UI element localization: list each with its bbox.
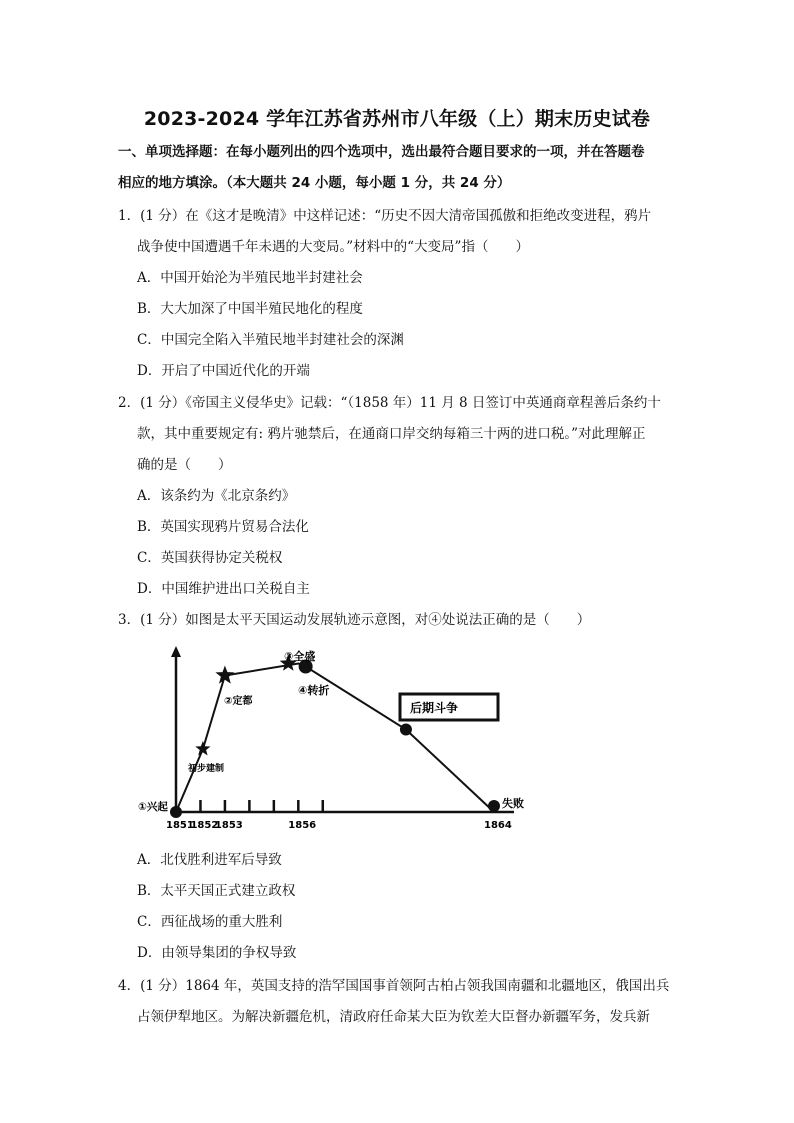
question-1-option-c[interactable]: C．中国完全陷入半殖民地半封建社会的深渊: [137, 332, 404, 348]
x-axis-ticks: [200, 800, 322, 812]
question-2-option-c[interactable]: C．英国获得协定关税权: [137, 550, 283, 566]
label-rise: ①兴起: [138, 801, 168, 813]
label-capital: ②定都: [224, 696, 253, 707]
label-initial: 初步建制: [188, 764, 225, 774]
question-1-line1: 1．(1 分）在《这才是晚清》中这样记述：“历史不因大清帝国孤傲和拒绝改变进程，鸦片: [118, 208, 652, 224]
marker-rise: [170, 806, 182, 818]
marker-late-struggle: [400, 724, 412, 736]
question-1-option-a[interactable]: A．中国开始沦为半殖民地半封建社会: [137, 270, 363, 286]
x-tick-label-1856: 1856: [288, 820, 317, 831]
x-axis-tick-labels: [166, 820, 512, 831]
marker-star-capital: [215, 666, 234, 684]
late-struggle-label: 后期斗争: [410, 701, 459, 715]
question-2-line2: 款，其中重要规定有: 鸦片驰禁后，在通商口岸交纳每箱三十两的进口税。”对此理解正: [137, 426, 646, 442]
trajectory-line: [176, 664, 494, 813]
question-3-option-a[interactable]: A．北伐胜利进军后导致: [137, 852, 282, 868]
question-2-line3: 确的是（ ）: [137, 457, 232, 473]
question-1-option-b[interactable]: B．大大加深了中国半殖民地化的程度: [137, 301, 363, 317]
label-defeat: 失败: [502, 797, 524, 810]
taiping-trajectory-chart: [132, 640, 542, 840]
question-4-line1: 4．(1 分）1864 年，英国支持的浩罕国国事首领阿古柏占领我国南疆和北疆地区，俄国出兵: [118, 978, 670, 994]
x-tick-label-1853: 1853: [214, 820, 243, 831]
x-tick-label-1852: 1852: [190, 820, 219, 831]
question-3-option-b[interactable]: B．太平天国正式建立政权: [137, 883, 296, 899]
marker-star-initial: [195, 741, 210, 756]
label-turn: ④转折: [298, 684, 330, 697]
question-4-line2: 占领伊犁地区。为解决新疆危机，清政府任命某大臣为钦差大臣督办新疆军务，发兵新: [137, 1009, 650, 1025]
y-axis-arrow: [171, 646, 181, 657]
x-tick-label-1864: 1864: [484, 820, 512, 831]
page-title: 2023-2024 学年江苏省苏州市八年级（上）期末历史试卷: [143, 108, 651, 130]
question-2-option-b[interactable]: B．英国实现鸦片贸易合法化: [137, 519, 309, 535]
section-instructions-line2: 相应的地方填涂。（本大题共 24 小题，每小题 1 分，共 24 分）: [118, 175, 511, 191]
x-tick-label-1851: 1851: [166, 820, 194, 831]
marker-defeat: [488, 800, 500, 812]
section-instructions-line1: 一、单项选择题：在每小题列出的四个选项中，选出最符合题目要求的一项，并在答题卷: [118, 144, 645, 160]
question-1-option-d[interactable]: D．开启了中国近代化的开端: [137, 363, 310, 379]
question-2-option-a[interactable]: A．该条约为《北京条约》: [137, 488, 296, 504]
label-peak: ③全盛: [284, 650, 316, 663]
question-3-option-d[interactable]: D．由领导集团的争权导致: [137, 945, 297, 961]
question-3-line1: 3．(1 分）如图是太平天国运动发展轨迹示意图，对④处说法正确的是（ ）: [118, 612, 591, 628]
question-1-line2: 战争使中国遭遇千年未遇的大变局。”材料中的“大变局”指（ ）: [137, 239, 529, 255]
question-3-option-c[interactable]: C．西征战场的重大胜利: [137, 914, 283, 930]
question-2-option-d[interactable]: D．中国维护进出口关税自主: [137, 581, 310, 597]
question-2-line1: 2．(1 分）《帝国主义侵华史》记载：“（1858 年）11 月 8 日签订中英通商章程善后条约十: [118, 395, 661, 411]
